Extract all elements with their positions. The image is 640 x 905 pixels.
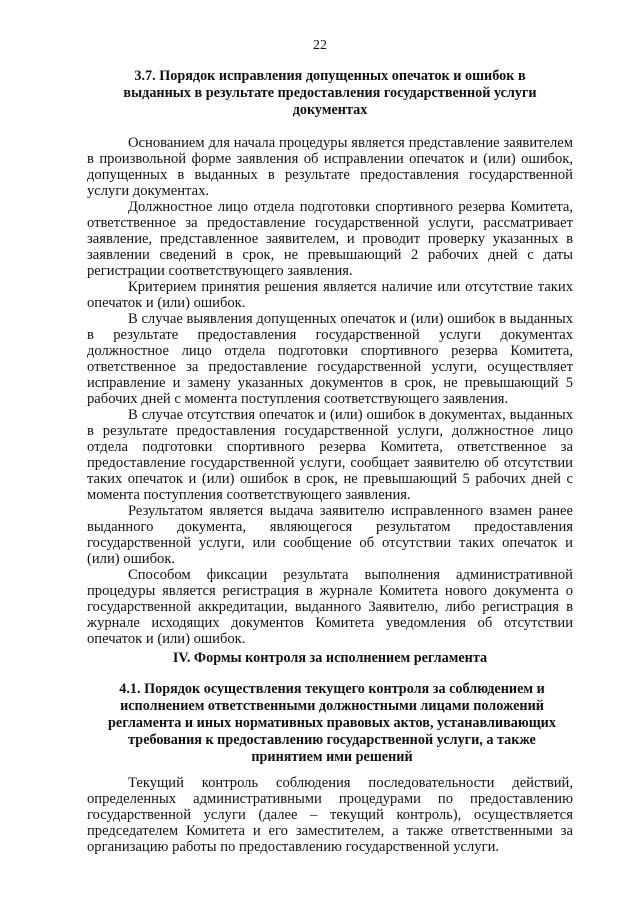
paragraph: Должностное лицо отдела подготовки спортивного резерва Комитета, ответственное за предоставление государственной услуги, рассматривает заявление, представленное заявителем, и проводит проверку указанных в заявлении сведений в срок, не превышающий 2 рабочих дней с даты регистрации соответствующего заявления. xyxy=(87,199,573,279)
paragraph: Способом фиксации результата выполнения административной процедуры является регистрация в журнале Комитета нового документа о государственной аккредитации, выданного Заявителю, либо регистрация в журнале исходящих документов Комитета уведомления об отсутствии опечаток и (или) ошибок. xyxy=(87,567,573,647)
paragraph: Критерием принятия решения является наличие или отсутствие таких опечаток и (или) ошибок. xyxy=(87,279,573,311)
section-3-7-title: 3.7. Порядок исправления допущенных опечаток и ошибок в выданных в результате предоставления государственной услуги документах xyxy=(123,68,537,118)
paragraph: Основанием для начала процедуры является представление заявителем в произвольной форме заявления об исправлении опечаток и (или) ошибок, допущенных в выданных в результате предоставления государственной услуги документах. xyxy=(87,135,573,199)
paragraph: Результатом является выдача заявителю исправленного взамен ранее выданного документа, являющегося результатом предоставления государственной услуги, или сообщение об отсутствии таких опечаток и (или) ошибок. xyxy=(87,503,573,567)
section-IV-title: IV. Формы контроля за исполнением регламента xyxy=(172,650,488,666)
paragraph: В случае выявления допущенных опечаток и (или) ошибок в выданных в результате предоставления государственной услуги документах должностное лицо отдела подготовки спортивного резерва Комитета, ответственное за предоставление государственной услуги, осуществляет исправление и замену указанных документов в срок, не превышающий 5 рабочих дней с момента поступления соответствующего заявления. xyxy=(87,311,573,407)
page-number: 22 xyxy=(313,38,327,53)
paragraph: В случае отсутствия опечаток и (или) ошибок в документах, выданных в результате предоставления государственной услуги, должностное лицо отдела подготовки спортивного резерва Комитета, ответственное за предоставление государственной услуги, сообщает заявителю об отсутствии таких опечаток и (или) ошибок в срок, не превышающий 5 рабочих дней с момента поступления соответствующего заявления. xyxy=(87,407,573,503)
paragraph: Текущий контроль соблюдения последовательности действий, определенных административными процедурами по предоставлению государственной услуги (далее – текущий контроль), осуществляется председателем Комитета и его заместителем, а также ответственными за организацию работы по предоставлению государственной услуги. xyxy=(87,775,573,855)
section-4-1-title: 4.1. Порядок осуществления текущего контроля за соблюдением и исполнением ответственными должностными лицами положений регламента и иных нормативных правовых актов, устанавливающих требования к предоставлению государственной услуги, а также принятием ими решений xyxy=(108,681,556,765)
